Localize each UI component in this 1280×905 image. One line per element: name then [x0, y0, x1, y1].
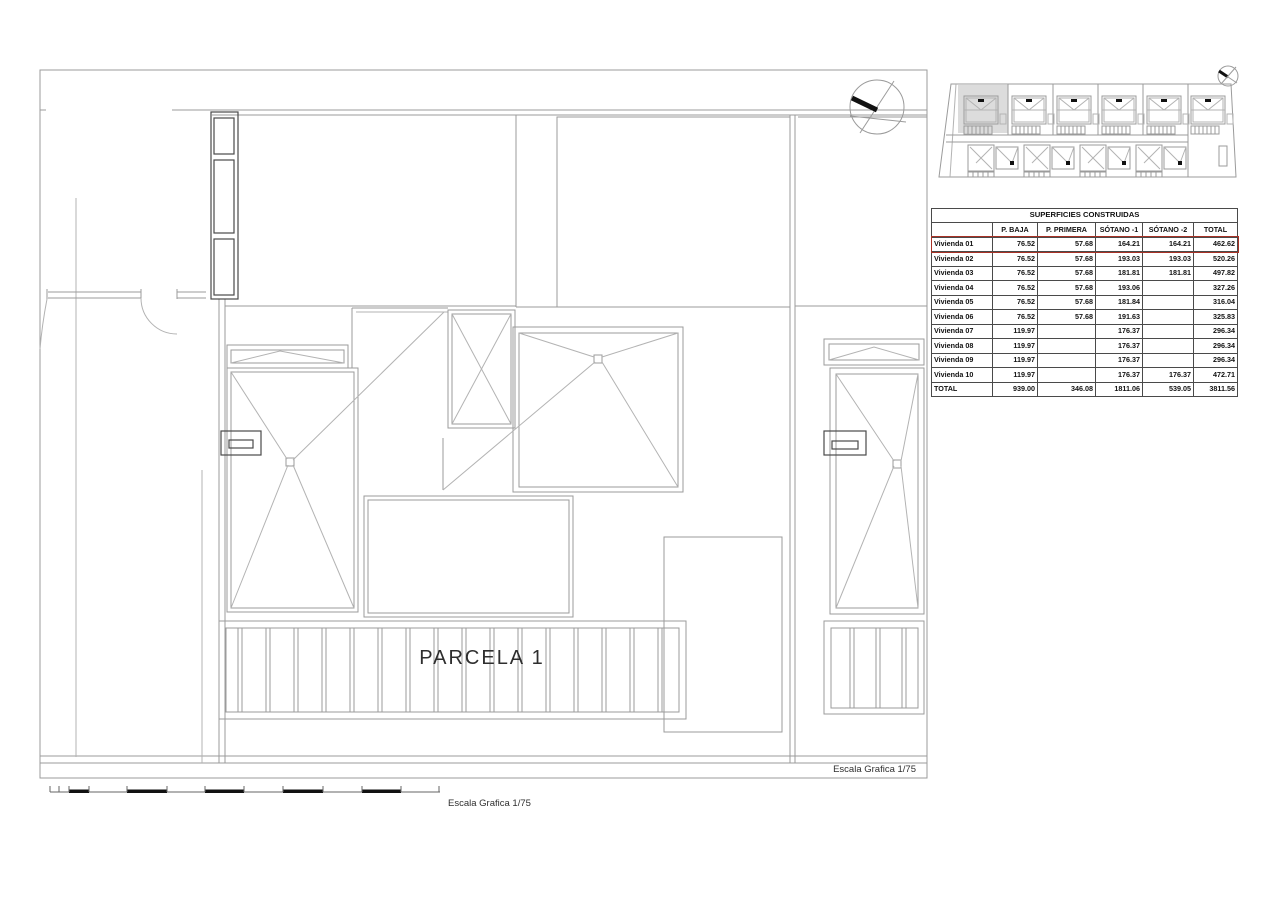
row-value: 472.71 — [1194, 368, 1238, 383]
roof-plan-parcela2 — [824, 339, 924, 714]
table-row — [932, 266, 1238, 281]
row-value — [1038, 324, 1096, 339]
row-label: Vivienda 01 — [932, 237, 993, 252]
row-label: Vivienda 10 — [932, 368, 993, 383]
row-value: 76.52 — [993, 281, 1038, 296]
row-value — [1143, 324, 1194, 339]
surfaces-table — [931, 208, 1238, 397]
row-value: 176.37 — [1096, 339, 1143, 354]
row-value: 939.00 — [993, 382, 1038, 397]
row-value: 497.82 — [1194, 266, 1238, 281]
row-value: 193.03 — [1143, 252, 1194, 267]
scale-label-bottom: Escala Grafica 1/75 — [448, 798, 531, 809]
row-value: 296.34 — [1194, 353, 1238, 368]
row-value: 119.97 — [993, 368, 1038, 383]
table-row — [932, 339, 1238, 354]
row-value: 181.84 — [1096, 295, 1143, 310]
parcel-label: PARCELA 1 — [419, 647, 545, 669]
row-value: 193.06 — [1096, 281, 1143, 296]
row-value — [1143, 339, 1194, 354]
table-row — [932, 382, 1238, 397]
row-value: 346.08 — [1038, 382, 1096, 397]
row-value: 76.52 — [993, 266, 1038, 281]
row-value — [1038, 339, 1096, 354]
row-value: 3811.56 — [1194, 382, 1238, 397]
row-value: 76.52 — [993, 252, 1038, 267]
row-value: 181.81 — [1143, 266, 1194, 281]
row-value: 520.26 — [1194, 252, 1238, 267]
row-value: 176.37 — [1096, 353, 1143, 368]
row-value: 462.62 — [1194, 237, 1238, 252]
row-value: 176.37 — [1096, 368, 1143, 383]
row-value: 57.68 — [1038, 252, 1096, 267]
row-value: 119.97 — [993, 339, 1038, 354]
table-title-row — [932, 209, 1238, 223]
row-value: 325.83 — [1194, 310, 1238, 325]
table-header-cell: SÓTANO -1 — [1096, 223, 1143, 238]
row-label: Vivienda 09 — [932, 353, 993, 368]
row-value: 57.68 — [1038, 310, 1096, 325]
row-value: 539.05 — [1143, 382, 1194, 397]
row-label: Vivienda 08 — [932, 339, 993, 354]
row-value: 76.52 — [993, 310, 1038, 325]
row-value — [1143, 310, 1194, 325]
plot-boundary-left — [40, 198, 225, 763]
row-label: Vivienda 03 — [932, 266, 993, 281]
courtyard-lines — [225, 115, 927, 307]
table-row — [932, 353, 1238, 368]
row-value: 296.34 — [1194, 324, 1238, 339]
row-value: 176.37 — [1096, 324, 1143, 339]
row-value: 57.68 — [1038, 295, 1096, 310]
north-compass-icon — [850, 80, 906, 134]
pergola-band-parcela1 — [219, 621, 686, 719]
row-value: 57.68 — [1038, 266, 1096, 281]
entry-fence — [211, 112, 238, 299]
row-value: 57.68 — [1038, 281, 1096, 296]
table-row — [932, 252, 1238, 267]
row-value: 76.52 — [993, 295, 1038, 310]
row-value: 181.81 — [1096, 266, 1143, 281]
row-label: Vivienda 05 — [932, 295, 993, 310]
site-overview-thumbnail — [939, 66, 1238, 177]
row-value: 316.04 — [1194, 295, 1238, 310]
row-value — [1038, 353, 1096, 368]
row-value: 193.03 — [1096, 252, 1143, 267]
table-header-cell — [932, 223, 993, 238]
row-label: Vivienda 02 — [932, 252, 993, 267]
table-row — [932, 295, 1238, 310]
row-value: 119.97 — [993, 324, 1038, 339]
row-value: 57.68 — [1038, 237, 1096, 252]
thumbnail-north-icon — [1218, 66, 1238, 86]
row-value — [1143, 295, 1194, 310]
street-lines — [40, 110, 927, 115]
graphic-scale-bar — [50, 786, 440, 793]
entry-wall-and-gate — [47, 289, 206, 334]
row-value: 296.34 — [1194, 339, 1238, 354]
table-row — [932, 324, 1238, 339]
scale-label-frame: Escala Grafica 1/75 — [833, 764, 916, 775]
table-header-cell: P. BAJA — [993, 223, 1038, 238]
row-value: 1811.06 — [1096, 382, 1143, 397]
parcel-boundary — [790, 115, 795, 763]
table-row — [932, 281, 1238, 296]
table-row-highlighted — [932, 237, 1238, 252]
row-value — [1143, 281, 1194, 296]
row-value: 327.26 — [1194, 281, 1238, 296]
row-value: 76.52 — [993, 237, 1038, 252]
table-title: SUPERFICIES CONSTRUIDAS — [932, 209, 1238, 223]
row-value: 164.21 — [1096, 237, 1143, 252]
table-header-cell: TOTAL — [1194, 223, 1238, 238]
table-header-cell: SÓTANO -2 — [1143, 223, 1194, 238]
row-value — [1143, 353, 1194, 368]
row-label: TOTAL — [932, 382, 993, 397]
table-row — [932, 310, 1238, 325]
row-label: Vivienda 06 — [932, 310, 993, 325]
row-label: Vivienda 04 — [932, 281, 993, 296]
row-value: 176.37 — [1143, 368, 1194, 383]
table-row — [932, 368, 1238, 383]
row-value: 119.97 — [993, 353, 1038, 368]
row-label: Vivienda 07 — [932, 324, 993, 339]
row-value — [1038, 368, 1096, 383]
row-value: 191.63 — [1096, 310, 1143, 325]
table-header-row — [932, 223, 1238, 238]
row-value: 164.21 — [1143, 237, 1194, 252]
table-header-cell: P. PRIMERA — [1038, 223, 1096, 238]
